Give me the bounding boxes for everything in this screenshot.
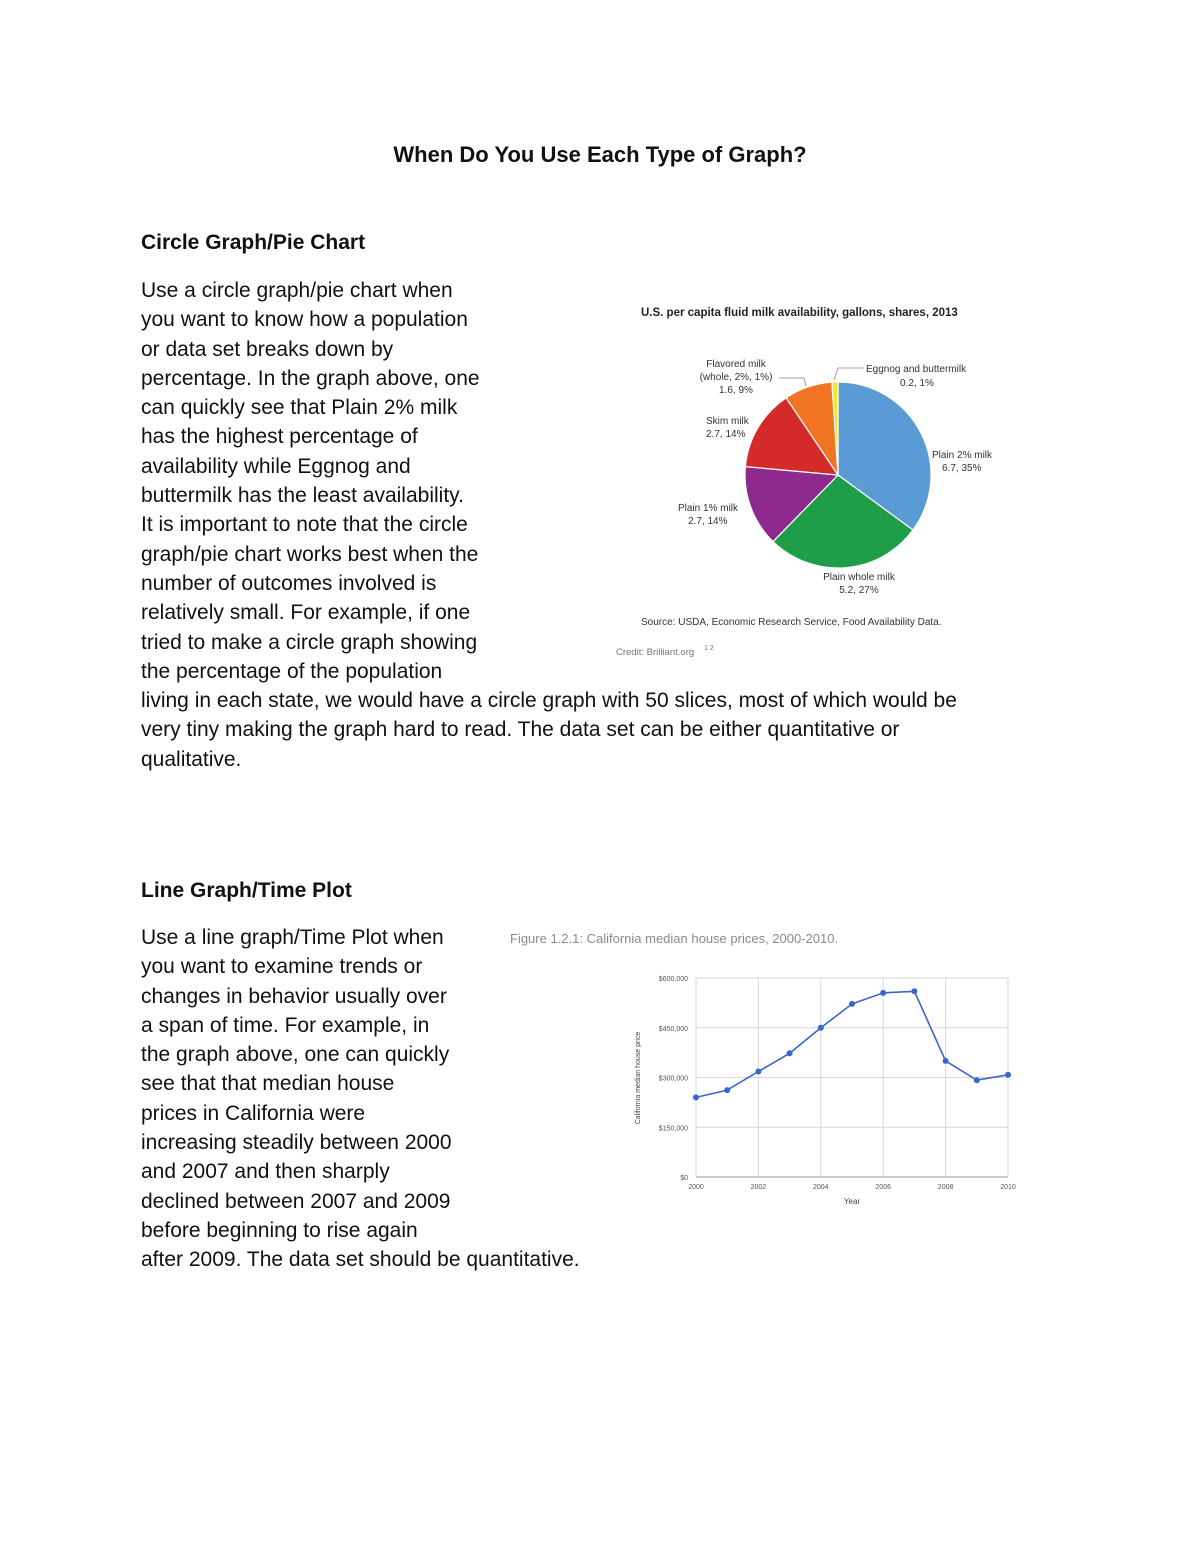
pie-slices: [745, 382, 931, 568]
text-line: number of outcomes involved is: [141, 571, 437, 595]
pie-source: Source: USDA, Economic Research Service, Food Availability Data.: [641, 617, 942, 628]
section-heading-pie: Circle Graph/Pie Chart: [141, 231, 366, 254]
text-line: increasing steadily between 2000: [141, 1131, 452, 1155]
line-series: [693, 988, 1011, 1100]
text-line: see that that median house: [141, 1072, 395, 1096]
x-tick-label: 2008: [937, 1184, 954, 1191]
text-line: very tiny making the graph hard to read. The data set can be either quantitative or: [141, 718, 900, 742]
text-line: relatively small. For example, if one: [141, 601, 471, 625]
x-tick-label: 2006: [875, 1184, 891, 1191]
pie-label-flavored-1: Flavored milk: [706, 359, 766, 370]
text-line: Use a line graph/Time Plot when: [141, 926, 444, 949]
text-line: has the highest percentage of: [141, 425, 418, 449]
text-line: or data set breaks down by: [141, 337, 394, 361]
line-x-ticks: [688, 1184, 1016, 1191]
line-chart-title: Figure 1.2.1: California median house prices, 2000-2010.: [510, 931, 839, 946]
x-tick-label: 2010: [1000, 1184, 1016, 1191]
text-line: changes in behavior usually over: [141, 984, 447, 1008]
text-line: can quickly see that Plain 2% milk: [141, 396, 458, 420]
text-line: Use a circle graph/pie chart when: [141, 279, 453, 302]
pie-chart-title: U.S. per capita fluid milk availability, gallons, shares, 2013: [641, 307, 958, 319]
text-line: the graph above, one can quickly: [141, 1043, 450, 1067]
x-tick-label: 2004: [813, 1184, 829, 1191]
text-line: tried to make a circle graph showing: [141, 630, 478, 654]
y-tick-label: $300,000: [658, 1075, 688, 1083]
text-line: prices in California were: [141, 1101, 366, 1125]
text-line: you want to examine trends or: [141, 955, 423, 979]
data-point: [755, 1069, 761, 1075]
pie-label-eggnog: Eggnog and buttermilk: [866, 364, 967, 375]
x-tick-label: 2002: [750, 1184, 767, 1191]
text-line: a span of time. For example, in: [141, 1013, 430, 1037]
data-point: [849, 1001, 855, 1007]
text-line: availability while Eggnog and: [141, 454, 411, 478]
pie-value-flavored: 1.6, 9%: [719, 385, 753, 396]
y-tick-label: $0: [680, 1175, 688, 1182]
pie-label-plain1: Plain 1% milk: [678, 503, 739, 514]
pie-label-skim: Skim milk: [706, 416, 749, 427]
data-point: [724, 1087, 730, 1093]
pie-chart: [600, 295, 1030, 665]
pie-label-flavored-2: (whole, 2%, 1%): [699, 372, 773, 383]
pie-value-eggnog: 0.2, 1%: [900, 378, 934, 389]
pie-label-plain2: Plain 2% milk: [932, 450, 993, 461]
text-line: you want to know how a population: [141, 308, 468, 332]
text-line: after 2009. The data set should be quantitative.: [141, 1248, 580, 1272]
text-line: It is important to note that the circle: [141, 513, 468, 537]
text-line: and 2007 and then sharply: [141, 1160, 390, 1184]
pie-label-whole: Plain whole milk: [823, 572, 895, 583]
text-line: declined between 2007 and 2009: [141, 1189, 451, 1213]
pie-value-plain2: 6.7, 35%: [942, 463, 982, 474]
section-heading-line: Line Graph/Time Plot: [141, 879, 352, 902]
data-point: [787, 1050, 793, 1056]
text-line: percentage. In the graph above, one: [141, 366, 480, 390]
y-tick-label: $450,000: [658, 1025, 688, 1033]
leader-line: [834, 368, 864, 380]
text-line: qualitative.: [141, 747, 242, 771]
text-line: before beginning to rise again: [141, 1218, 418, 1242]
leader-line: [779, 378, 806, 386]
data-point: [911, 988, 917, 994]
data-point: [880, 990, 886, 996]
series-line: [696, 991, 1008, 1097]
data-point: [818, 1025, 824, 1031]
pie-value-whole: 5.2, 27%: [839, 585, 879, 596]
text-line: graph/pie chart works best when the: [141, 542, 479, 566]
data-point: [693, 1094, 699, 1100]
data-point: [1005, 1072, 1011, 1078]
pie-credit-sup: 1 2: [704, 645, 714, 652]
text-line: the percentage of the population: [141, 659, 443, 683]
x-tick-label: 2000: [688, 1184, 704, 1191]
pie-value-skim: 2.7, 14%: [706, 429, 746, 440]
y-tick-label: $150,000: [658, 1125, 688, 1133]
page-title: When Do You Use Each Type of Graph?: [393, 142, 807, 167]
data-point: [943, 1058, 949, 1064]
text-line: living in each state, we would have a circle graph with 50 slices, most of which would be: [141, 689, 957, 713]
pie-value-plain1: 2.7, 14%: [688, 516, 728, 527]
pie-credit: Credit: Brilliant.org: [616, 647, 695, 658]
line-xlabel: Year: [843, 1197, 861, 1206]
line-grid: [696, 978, 1008, 1177]
y-tick-label: $600,000: [658, 976, 688, 983]
data-point: [974, 1077, 980, 1083]
text-line: buttermilk has the least availability.: [141, 484, 464, 508]
line-ylabel: California median house price: [635, 1031, 642, 1125]
line-chart: [500, 920, 1040, 1210]
line-y-ticks: [659, 976, 688, 1182]
